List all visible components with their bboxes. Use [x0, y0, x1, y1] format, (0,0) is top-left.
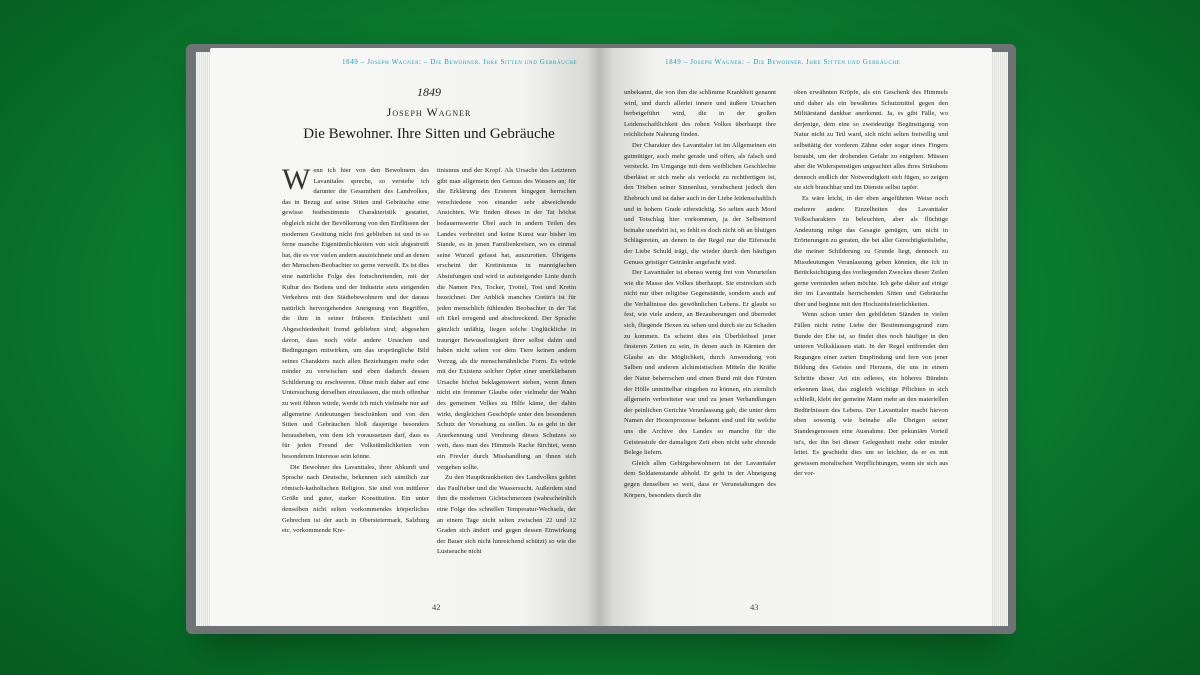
text-column-2	[437, 166, 576, 596]
drop-cap: W	[282, 166, 311, 196]
page-number: 42	[432, 602, 441, 612]
page-number: 43	[750, 602, 759, 612]
paragraph: unbekannt, die von ihm die schlimme Krankheit genannt wird, und durch allerlei innere und äußere Ursachen herbeigeführt wird, die in der großen Leidenschaftlichkeit des rohen Volkes überhaupt ihre reichlichste Nahrung finden.	[624, 89, 776, 139]
running-head: 1849 – Joseph Wagner: – Die Bewohner. Ihre Sitten und Gebräuche	[342, 58, 578, 66]
left-page	[210, 48, 598, 626]
page-edges-right	[990, 52, 1008, 626]
paragraph: Zu den Hauptkrankheiten des Landvolkes gehört das Faulfieber und die Wassersucht. Außerdem sind ihm die modernen Gichtschmerzen (wahrscheinlich eine Folge des schnellen Temperatur-Wechsels, der an einem Tage nicht selten zwischen 22 und 12 Graden sich ändert und gegen dessen Einwirkung der Bauer sich nicht hinreichend schützt) so wie die Lustseuche nicht	[437, 474, 576, 556]
running-head: 1849 – Joseph Wagner: – Die Bewohner. Ihre Sitten und Gebräuche	[665, 58, 901, 66]
paragraph: Wenn schon unter den gebildeten Ständen in vielen Fällen nicht reine Liebe der Bestimmungsgrund zum Bunde der Ehe ist, so findet dies noch häufiger in den unteren Volksklassen statt. In der Regel entfremdet den Regungen einer zarten Empfindung und fern von jener Bildung des Geistes und Herzens, die uns in einem Schritte dieser Art ein edleres, ein höheres Bündnis erkennen lässt, das zugleich wichtige Pflichten in sich schließt, klebt der gemeine Mann mehr an den materiellen Bedürfnissen des Lebens. Der Lavanttaler macht hievon eben sowenig wie beinahe alle Übrigen seiner Standesgenossen eine Ausnahme. Der pekuniäre Vorteil ist's, der ihn bei dieser Gelegenheit mehr oder minder leitet. Es geschieht dies um so leichter, da er es mit gewissen moralischen Verpflichtungen, wenn sie sich aus der vor-	[794, 311, 948, 478]
paragraph: oben erwähnten Kröpfe, als ein Geschenk des Himmels und daher als ein bewährtes Schutzmittel gegen den Militärstand dankbar anerkennt. Ja, es gibt Fälle, wo derjenige, dem eine so zweideutige Begünstigung von Natur nicht zu Teil ward, sich nicht selten freiwillig und selbsttätig der vorderen Zähne oder sogar eines Fingers beraubt, um der drohenden Gefahr zu entgehen. Müssen aber die Widerspenstigen ungeachtet alles ihres Sträubens dennoch endlich der Notwendigkeit sich fügen, so zeigen sie sich brauchbar und im Dienste selbst tapfer.	[794, 89, 948, 192]
text-column-1	[282, 166, 429, 596]
chapter-title: Die Bewohner. Ihre Sitten und Gebräuche	[303, 126, 555, 142]
paragraph: tinismus und der Kropf. Als Ursache des Letzteren gibt man allgemein den Genuss des Wassers an; für die Erklärung des Ersteren hingegen herrschen verschiedene von einander sehr abweichende Ansichten. Wir finden dieses in der Tat höchst bedauernswerte Übel auch in andern Teilen des Landes verbreitet und keine Kunst war bisher im Stande, es in jenen Familienkreisen, wo es einmal seine Wurzel gefasst hat, auszurotten. Übrigens erscheint der Kretinismus in mannigfachen Abstufungen und wird in aufsteigender Linie durch die Namen Fex, Tocker, Trottel, Tost und Kretin bezeichnet. Der Anblick manches Cretin's ist für jeden menschlich fühlenden Beobachter in der Tat oft Ekel erregend und abschreckend. Der Sprache gänzlich unfähig, liegen solche Unglückliche in trauriger Bewusstlosigkeit ihrer selbst dahin und haben nicht selten vor dem Tiere keinen andern Vorzug, als die menschenähnliche Form. Es würde mit der Existenz solcher Opfer einer unerklärbaren Ursache höchst beklagenswert stehen, wenn ihnen nicht ein frommer Glaube oder vielmehr der Wahn des gemeinen Volkes zu Hilfe käme, der dahin wirkt, dergleichen Geschöpfe unter den besonderen Schutz der Vorsehung zu stellen. Ja es geht in der Anerkennung und Verehrung dieses Schutzes so weit, dass man des Himmels Rache fürchtet, wenn ein Frevler durch Misshandlung an ihnen sich vergehen sollte.	[437, 167, 576, 471]
paragraph: Gleich allen Gebirgsbewohnern ist der Lavanttaler dem Soldatenstande abhold. Er geht in der Abneigung gegen denselben so weit, dass er Verunstaltungen des Körpers, besonders durch die	[624, 459, 776, 499]
paragraph: Die Bewohner des Lavanttales, ihrer Abkunft und Sprache nach Deutsche, bekennen sich sämtlich zur römisch-katholischen Religion. Sie sind von mittlerer Größe und guter, starker Konstitution. Ein unter denselben nicht selten vorkommendes körperliches Gebrechen ist der auch in Obersteiermark, Salzburg etc. vorkommende Kre-	[282, 463, 429, 535]
text-column-2	[794, 88, 948, 596]
paragraph: Es wäre leicht, in der eben angeführten Weise noch mehrere andere Einzelheiten des Lavanttaler Volkscharakters zu beleuchten, aber als flüchtige Andeutung möge das Gesagte genügen, um nicht in Erörterungen zu geraten, die bei aller Gerechtigkeitsliebe, die meiner Schilderung zu Grunde liegt, dennoch zu Missdeutungen Veranlassung geben könnten, die ich in Berücksichtigung des vorliegenden Zweckes dieser Zeilen gerne vermieden sehen möchte. Ich gehe daher auf einige der im Lavanttale herrschenden Sitten und Gebräuche über und beginne mit den Hochzeitsfeierlichkeiten.	[794, 194, 948, 308]
chapter-year: 1849	[417, 85, 441, 99]
right-page	[598, 48, 992, 626]
text-column-1	[624, 88, 776, 596]
paragraph: Der Lavanttaler ist ebenso wenig frei von Vorurteilen wie die Masse des Volkes überhaupt. Sie erstrecken sich nicht nur über religiöse Gegenstände, sondern auch auf die Verhältnisse des gewöhnlichen Lebens. Er glaubt so fest, wie viele andere, an Bezauberungen und überredet sich, fliegende Hexen zu sehen und durch sie zu Schaden zu kommen. Es scheint dies ein Überbleibsel jener finsteren Zeiten zu sein, in denen auch in Kärnten der Glaube an die Möglichkeit, durch Anwendung von Salben und anderen alchimistischen Mitteln die Kräfte der Natur beherrschen und einen Bund mit den Fürsten der Hölle unmittelbar eingehen zu können, ein ziemlich allgemein verbreiteter war und zu jenen Verhandlungen der peinlichen Gerichte Veranlassung gab, die unter dem Namen der Hexenprozesse bekannt sind und für welche uns die Archive des Landes so manche für die Geistesstufe der damaligen Zeit eben nicht sehr ehrende Belege liefern.	[624, 269, 776, 457]
chapter-author: Joseph Wagner	[386, 105, 472, 119]
paragraph: Der Charakter des Lavanttaler ist im Allgemeinen ein gutmütiger, auch mehr gerade und offen, als falsch und versteckt. Im Umgange mit dem weiblichen Geschlechte überlässt er sich mehr als verlockt zu rechtfertigen ist, den Trieben seiner Sinnenlust, verabscheut jedoch den Ehebruch und ist daher auch in der Liebe leidenschaftlich und in hohem Grade eifersüchtig. So selten auch Mord und Totschlag hier vorkommen, ja der Selbstmord beinahe unerhört ist, so fehlt es doch nicht oft an blutigen Schlägereien, an denen in der Regel nur die Eifersucht der Liebe Schuld trägt, die wieder durch den häufigen Genuss geistiger Getränke angefacht wird.	[624, 141, 776, 266]
paragraph: Wenn ich hier von den Bewohnern des Lavanttales spreche, so verstehe ich darunter die Gesamtheit des Landvolkes, das in Bezug auf seine Sitten und Gebräuche eine gewisse festbestimmte Charakteristik gestattet, obgleich nicht der Bevölkerung von den Einflüssen der modernen Gesittung nicht frei geblieben ist und in so ferne manche Eigentümlichkeiten von sich abgestreift hat, die es vor vielen andern auszeichnete und an denen der Menschen-Beobachter so gerne verweilt. Es ist dies eine natürliche Folge des fortschreitenden, mit der Kultur des Bodens und der Industrie stets steigenden Verkehres mit den Städtebewohnern und der daraus natürlich hervorgehenden Aneignung von Begriffen, die ihm in seiner früheren Einfachheit und Abgeschiedenheit fremd geblieben sind; abgesehen davon, dass noch viele andere Ursachen und Bedingungen mitwirken, um das ursprüngliche Bild seines Charakters nach allen Beziehungen mehr oder minder zu verwischen und eben dadurch dessen Schilderung zu erschweren. Ohne mich daher auf eine Untersuchung derselben einzulassen, die mich offenbar zu weit führen würde, werde ich mich vielmehr nur auf allgemeine Andeutungen beschränken und von den Sitten und Gebräuchen bloß dasjenige besonders herausheben, von dem ich voraussetzen darf, dass es für jeden Freund der Volkstümlichkeiten von besonderem Interesse sein könne.	[282, 166, 429, 461]
